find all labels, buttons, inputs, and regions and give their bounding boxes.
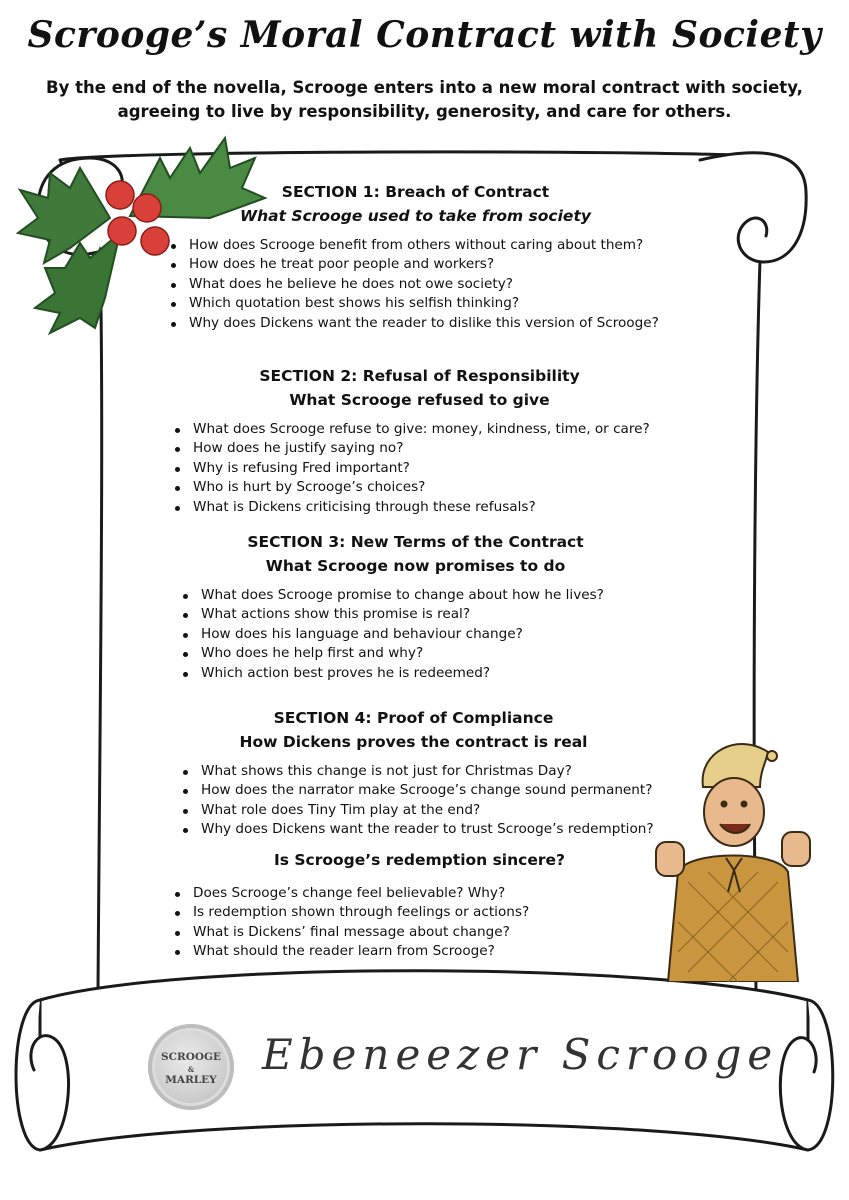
question-item: How does he justify saying no?: [193, 439, 682, 458]
question-item: How does his language and behaviour change?: [201, 625, 678, 644]
question-list: [157, 420, 682, 517]
face: [704, 778, 764, 846]
section-title: SECTION 1: Breach of Contract: [281, 183, 550, 201]
nightcap-tassel: [767, 751, 777, 761]
holly-berry-1: [106, 181, 134, 209]
question-item: Does Scrooge’s change feel believable? Why?: [193, 884, 682, 903]
section-subtitle: What Scrooge used to take from society: [240, 207, 591, 225]
question-item: How does the narrator make Scrooge’s change sound permanent?: [201, 781, 676, 800]
section-subtitle: How Dickens proves the contract is real: [239, 733, 588, 751]
signature-text: Ebeneezer Scrooge: [262, 1030, 779, 1079]
question-list: [151, 762, 676, 840]
seal-ampersand: &: [187, 1065, 195, 1074]
signature: [262, 1026, 779, 1106]
question-list: [153, 236, 678, 333]
section-subtitle: What Scrooge now promises to do: [265, 557, 566, 575]
section-3: [153, 530, 678, 683]
question-item: Is redemption shown through feelings or actions?: [193, 903, 682, 922]
question-item: What should the reader learn from Scrooge?: [193, 942, 682, 961]
section-heading: [151, 706, 676, 754]
question-item: How does Scrooge benefit from others without caring about them?: [189, 236, 678, 255]
section-2: [157, 364, 682, 517]
left-eye: [722, 802, 727, 807]
intro-line-1: By the end of the novella, Scrooge enters into a new moral contract with society,: [46, 78, 803, 97]
section-4: [151, 706, 676, 840]
question-item: What does he believe he does not owe society?: [189, 275, 678, 294]
question-item: Why does Dickens want the reader to dislike this version of Scrooge?: [189, 314, 678, 333]
question-item: Why is refusing Fred important?: [193, 459, 682, 478]
question-item: Who does he help first and why?: [201, 644, 678, 663]
section-redemption: [157, 848, 682, 962]
right-eye: [742, 802, 747, 807]
section-1: [153, 180, 678, 333]
section-heading: [157, 848, 682, 872]
question-item: Who is hurt by Scrooge’s choices?: [193, 478, 682, 497]
scrooge-marley-seal: [148, 1024, 234, 1110]
holly-berry-3: [108, 217, 136, 245]
question-list: [153, 586, 678, 683]
question-item: Which action best proves he is redeemed?: [201, 664, 678, 683]
section-title: Is Scrooge’s redemption sincere?: [273, 851, 566, 869]
question-item: What role does Tiny Tim play at the end?: [201, 801, 676, 820]
question-item: What does Scrooge promise to change about how he lives?: [201, 586, 678, 605]
question-item: Why does Dickens want the reader to trust Scrooge’s redemption?: [201, 820, 676, 839]
section-heading: [153, 180, 678, 228]
section-heading: [157, 364, 682, 412]
right-fist: [782, 832, 810, 866]
question-item: Which quotation best shows his selfish thinking?: [189, 294, 678, 313]
left-fist: [656, 842, 684, 876]
scrooge-illustration: [648, 732, 818, 982]
intro-line-2: agreeing to live by responsibility, generosity, and care for others.: [117, 102, 732, 121]
section-title: SECTION 2: Refusal of Responsibility: [259, 367, 580, 385]
page-title: Scrooge’s Moral Contract with Society: [27, 14, 822, 56]
question-item: What does Scrooge refuse to give: money, kindness, time, or care?: [193, 420, 682, 439]
question-item: What is Dickens criticising through these refusals?: [193, 498, 682, 517]
question-item: What shows this change is not just for Christmas Day?: [201, 762, 676, 781]
question-list: [157, 884, 682, 962]
section-title: SECTION 3: New Terms of the Contract: [247, 533, 584, 551]
holly-leaf-1: [18, 168, 110, 263]
section-subtitle: What Scrooge refused to give: [289, 391, 550, 409]
section-heading: [153, 530, 678, 578]
section-title: SECTION 4: Proof of Compliance: [273, 709, 554, 727]
seal-line-1: SCROOGE: [161, 1051, 221, 1063]
question-item: What actions show this promise is real?: [201, 605, 678, 624]
question-item: How does he treat poor people and workers?: [189, 255, 678, 274]
question-item: What is Dickens’ final message about change?: [193, 923, 682, 942]
seal-line-2: MARLEY: [165, 1074, 217, 1086]
